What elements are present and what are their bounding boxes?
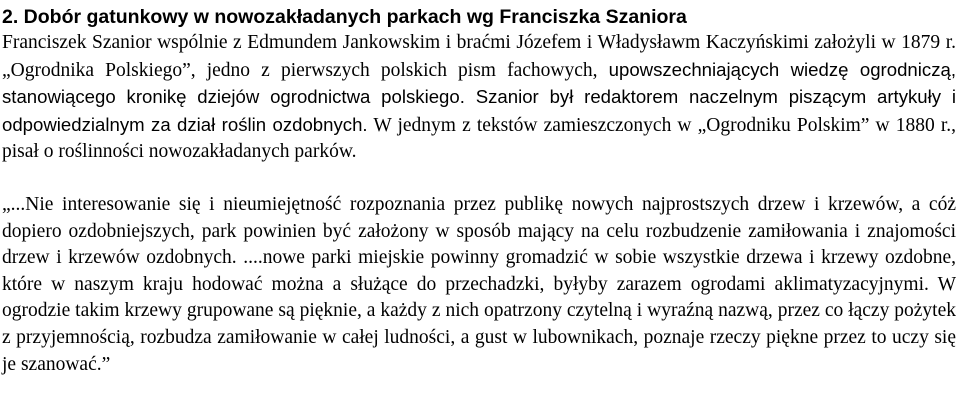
intro-paragraph-part-3: W jednym z tekstów zamieszczonych w „Ogrodniku Polskim” w 1880 r., pisał o roślinności nowozakładanych parków. — [2, 114, 956, 163]
intro-paragraph — [2, 30, 956, 166]
paragraph-spacer — [2, 166, 956, 192]
quote-paragraph: „...Nie interesowanie się i nieumiejętność rozpoznania przez publikę nowych najprostszych drzew i krzewów, a cóż dopiero ozdobniejszych, park powinien być założony w sposób mający na celu rozbudzenie zamiłowania i znajomości drzew i krzewów ozdobnych. ....nowe parki miejskie powinny gromadzić w sobie wszystkie drzewa i krzewy ozdobne, które w naszym kraju hodować można a służące do przechadzki, byłyby zarazem ogrodami aklimatyzacyjnymi. W ogrodzie takim krzewy grupowane są pięknie, a każdy z nich opatrzony czytelną i wyraźną nazwą, przez co łączy pożytek z przyjemnością, rozbudza zamiłowanie w całej ludności, a gust w lubownikach, poznaje rzeczy piękne przez to uczy się je szanować.” — [2, 193, 956, 375]
intro-paragraph-part-1: Franciszek Szanior wspólnie z Edmundem Jankowskim i braćmi Józefem i Władysławm Kaczyńskimi założyli w 1879 r. „Ogrodnika Polskiego”, jedno z pierwszych polskich pism fachowych, — [2, 32, 956, 81]
intro-paragraph-part-2: upowszechniających wiedzę ogrodniczą, stanowiącego kronikę dziejów ogrodnictwa polskiego. Szanior był redaktorem naczelnym piszącym artykuły i odpowiedzialnym za dział roślin ozdobnych. — [2, 58, 957, 135]
section-heading: 2. Dobór gatunkowy w nowozakładanych parkach wg Franciszka Szaniora — [2, 6, 687, 28]
